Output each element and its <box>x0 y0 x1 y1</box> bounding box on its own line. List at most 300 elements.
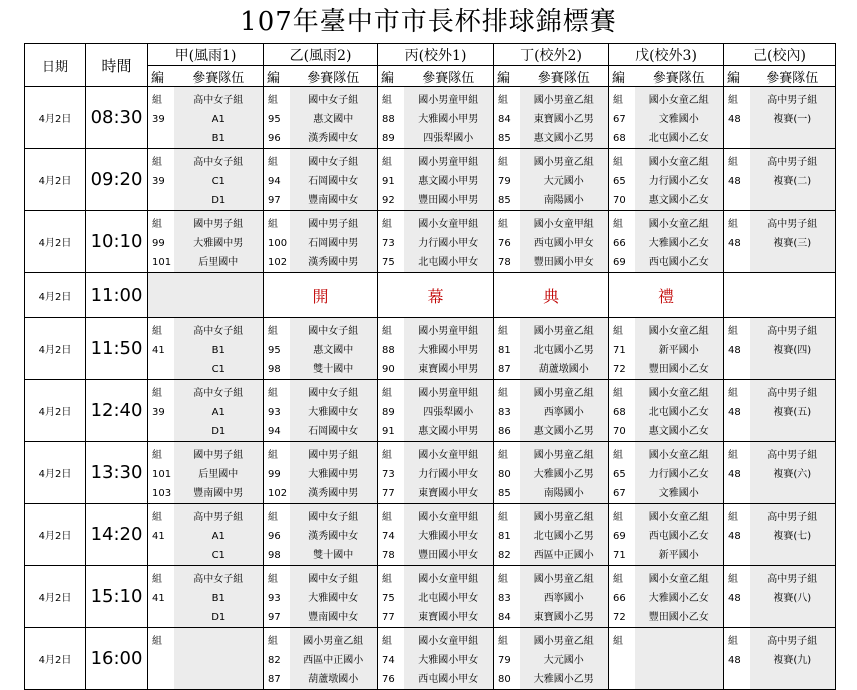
team-cell <box>635 628 724 690</box>
team-cell <box>290 87 378 149</box>
match-code: 組 <box>268 388 278 399</box>
match-code: 組 <box>728 574 738 585</box>
team-cell <box>520 380 609 442</box>
match-code <box>728 546 750 565</box>
match-code-cell <box>264 149 290 211</box>
team-cell <box>404 87 494 149</box>
team-subheader: 參賽隊伍 <box>290 66 378 87</box>
team-name: 豐田國小甲女 <box>533 257 594 268</box>
match-code-cell <box>378 87 404 149</box>
match-code <box>728 608 750 627</box>
team-cell <box>520 566 609 628</box>
team-name: 大雅國小甲男 <box>418 345 479 356</box>
team-name: 東寶國小乙男 <box>533 114 594 125</box>
team-cell <box>290 318 378 380</box>
date-cell: 4月2日 <box>25 566 86 628</box>
match-code: 77 <box>382 612 395 623</box>
match-code: 97 <box>268 195 281 206</box>
match-code <box>728 191 750 210</box>
team-cell <box>404 149 494 211</box>
team-cell <box>520 87 609 149</box>
team-name <box>750 129 836 148</box>
division-name: 國小女童甲組 <box>418 450 479 461</box>
match-code: 組 <box>152 95 162 106</box>
division-name: 高中男子組 <box>767 157 818 168</box>
team-name: 複賽(五) <box>773 407 812 418</box>
match-code: 78 <box>498 257 511 268</box>
team-cell <box>750 318 836 380</box>
team-name: D1 <box>211 612 226 623</box>
match-code-cell <box>148 211 174 273</box>
match-code: 48 <box>728 238 741 249</box>
match-code: 組 <box>268 636 278 647</box>
team-name: 大雅國小甲女 <box>418 655 479 666</box>
team-name: B1 <box>211 345 225 356</box>
division-name <box>635 632 724 651</box>
match-code: 76 <box>382 674 395 685</box>
time-cell: 08:30 <box>86 87 148 149</box>
team-name <box>750 360 836 379</box>
team-name <box>635 670 724 689</box>
match-code: 73 <box>382 469 395 480</box>
match-code: 93 <box>268 407 281 418</box>
match-code: 82 <box>498 550 511 561</box>
code-subheader: 編 <box>724 66 750 87</box>
match-code: 41 <box>152 593 165 604</box>
match-code: 組 <box>152 388 162 399</box>
match-code <box>152 129 174 148</box>
team-cell <box>290 504 378 566</box>
team-name: 大雅國小乙女 <box>648 238 709 249</box>
table-row <box>25 273 836 318</box>
date-cell: 4月2日 <box>25 442 86 504</box>
match-code: 組 <box>268 574 278 585</box>
team-name: 雙十國中 <box>313 364 354 375</box>
team-name: 複賽(八) <box>773 593 812 604</box>
table-row <box>25 504 836 566</box>
team-cell <box>520 318 609 380</box>
division-name: 國小女童乙組 <box>648 574 709 585</box>
match-code-cell <box>378 628 404 690</box>
code-subheader: 編 <box>378 66 404 87</box>
match-code-cell <box>609 211 635 273</box>
match-code: 39 <box>152 176 165 187</box>
team-name: 東寶國小甲女 <box>418 612 479 623</box>
team-name: 惠文國小甲男 <box>418 176 479 187</box>
team-name: 西寧國小 <box>543 407 584 418</box>
team-cell <box>635 442 724 504</box>
match-code: 組 <box>613 219 623 230</box>
date-cell: 4月2日 <box>25 628 86 690</box>
table-row <box>25 380 836 442</box>
match-code: 94 <box>268 426 281 437</box>
match-code: 83 <box>498 407 511 418</box>
table-row <box>25 566 836 628</box>
division-name: 國小男童乙組 <box>533 574 594 585</box>
match-code: 75 <box>382 257 395 268</box>
team-name: 漢秀國中女 <box>308 531 359 542</box>
division-name: 國中女子組 <box>308 388 359 399</box>
division-name: 國中女子組 <box>308 95 359 106</box>
match-code-cell <box>609 380 635 442</box>
ceremony-char: 典 <box>494 273 609 318</box>
team-cell <box>750 504 836 566</box>
team-name: 大雅國小甲女 <box>418 531 479 542</box>
division-name: 國小男童甲組 <box>418 95 479 106</box>
team-cell <box>290 211 378 273</box>
team-name: 西區中正國小 <box>533 550 594 561</box>
team-name: 大雅國中女 <box>308 593 359 604</box>
match-code: 組 <box>613 450 623 461</box>
team-name: 葫蘆墩國小 <box>538 364 589 375</box>
team-cell <box>750 380 836 442</box>
match-code: 組 <box>152 636 162 647</box>
match-code: 68 <box>613 133 626 144</box>
venue-header: 丙(校外1) <box>378 44 494 66</box>
team-name: 四張犁國小 <box>423 133 474 144</box>
match-code: 41 <box>152 345 165 356</box>
venue-header: 戊(校外3) <box>609 44 724 66</box>
match-code: 組 <box>382 450 392 461</box>
team-cell <box>174 380 264 442</box>
match-code-cell <box>609 504 635 566</box>
division-name: 國中男子組 <box>308 450 359 461</box>
match-code: 74 <box>382 531 395 542</box>
team-name: 大雅國小乙女 <box>648 593 709 604</box>
match-code: 組 <box>152 326 162 337</box>
match-code: 組 <box>152 512 162 523</box>
match-code: 組 <box>613 574 623 585</box>
match-code: 74 <box>382 655 395 666</box>
date-cell: 4月2日 <box>25 87 86 149</box>
team-cell <box>520 628 609 690</box>
match-code: 組 <box>728 450 738 461</box>
code-subheader: 編 <box>494 66 520 87</box>
ceremony-char: 開 <box>264 273 378 318</box>
match-code-cell <box>148 504 174 566</box>
match-code-cell <box>148 566 174 628</box>
match-code <box>152 191 174 210</box>
team-cell <box>635 149 724 211</box>
team-cell <box>750 149 836 211</box>
team-cell <box>520 211 609 273</box>
match-code-cell <box>724 211 750 273</box>
team-name: 複賽(六) <box>773 469 812 480</box>
match-code: 組 <box>728 95 738 106</box>
match-code: 89 <box>382 133 395 144</box>
match-code: 90 <box>382 364 395 375</box>
team-name <box>750 546 836 565</box>
match-code: 組 <box>382 326 392 337</box>
team-cell <box>174 442 264 504</box>
match-code: 48 <box>728 407 741 418</box>
match-code <box>728 484 750 503</box>
team-cell <box>635 380 724 442</box>
match-code: 98 <box>268 364 281 375</box>
match-code: 48 <box>728 345 741 356</box>
match-code: 組 <box>382 388 392 399</box>
date-cell: 4月2日 <box>25 273 86 318</box>
match-code-cell <box>264 628 290 690</box>
match-code: 75 <box>382 593 395 604</box>
team-name <box>174 651 264 670</box>
division-name: 高中男子組 <box>767 636 818 647</box>
match-code: 48 <box>728 114 741 125</box>
match-code: 組 <box>382 157 392 168</box>
match-code-cell <box>148 628 174 690</box>
match-code-cell <box>378 380 404 442</box>
division-name: 高中女子組 <box>193 574 244 585</box>
match-code: 組 <box>382 95 392 106</box>
match-code: 48 <box>728 655 741 666</box>
team-name <box>174 670 264 689</box>
match-code-cell <box>148 380 174 442</box>
table-row <box>25 628 836 690</box>
team-name: 複賽(三) <box>773 238 812 249</box>
table-row <box>25 87 836 149</box>
team-name <box>635 651 724 670</box>
division-name: 國小男童乙組 <box>533 450 594 461</box>
division-name: 國中男子組 <box>193 219 244 230</box>
team-name: C1 <box>211 364 225 375</box>
team-cell <box>174 211 264 273</box>
match-code: 41 <box>152 531 165 542</box>
team-name: 北屯國小乙男 <box>533 531 594 542</box>
team-name: 惠文國小乙男 <box>533 426 594 437</box>
match-code-cell <box>494 149 520 211</box>
match-code: 65 <box>613 469 626 480</box>
team-name: 文雅國小 <box>658 488 699 499</box>
division-name: 國小女童乙組 <box>648 388 709 399</box>
match-code-cell <box>148 442 174 504</box>
team-name: A1 <box>211 407 225 418</box>
team-name: 東寶國小甲女 <box>418 488 479 499</box>
team-name: B1 <box>211 593 225 604</box>
team-name <box>750 484 836 503</box>
team-cell <box>520 149 609 211</box>
team-name: 惠文國中 <box>313 345 354 356</box>
match-code-cell <box>494 504 520 566</box>
team-cell <box>750 442 836 504</box>
match-code: 組 <box>613 512 623 523</box>
division-name: 國小女童乙組 <box>648 326 709 337</box>
match-code <box>613 651 635 670</box>
team-subheader: 參賽隊伍 <box>520 66 609 87</box>
team-name: 惠文國小乙女 <box>648 426 709 437</box>
match-code: 組 <box>498 450 508 461</box>
team-name: 南陽國小 <box>543 195 584 206</box>
date-cell: 4月2日 <box>25 149 86 211</box>
division-name: 國中女子組 <box>308 157 359 168</box>
match-code: 81 <box>498 531 511 542</box>
team-cell <box>174 318 264 380</box>
match-code <box>152 422 174 441</box>
division-name: 高中女子組 <box>193 326 244 337</box>
division-name: 高中男子組 <box>767 326 818 337</box>
match-code: 93 <box>268 593 281 604</box>
division-name: 高中女子組 <box>193 95 244 106</box>
match-code: 組 <box>728 388 738 399</box>
match-code: 69 <box>613 257 626 268</box>
team-name: 文雅國小 <box>658 114 699 125</box>
team-cell <box>174 87 264 149</box>
match-code: 76 <box>498 238 511 249</box>
match-code-cell <box>609 318 635 380</box>
team-name: 西屯國小甲女 <box>533 238 594 249</box>
team-cell <box>635 87 724 149</box>
team-name: 大雅國小乙男 <box>533 674 594 685</box>
match-code: 組 <box>152 157 162 168</box>
match-code-cell <box>264 380 290 442</box>
team-cell <box>635 318 724 380</box>
team-cell <box>750 211 836 273</box>
match-code: 102 <box>268 257 288 268</box>
team-name: 西寧國小 <box>543 593 584 604</box>
team-name: 複賽(七) <box>773 531 812 542</box>
team-name: 后里國中 <box>198 469 239 480</box>
team-name: 複賽(四) <box>773 345 812 356</box>
division-name: 高中男子組 <box>767 95 818 106</box>
match-code-cell <box>264 442 290 504</box>
team-cell <box>750 566 836 628</box>
division-name: 國中女子組 <box>308 512 359 523</box>
team-name: 大元國小 <box>543 176 584 187</box>
division-name: 國小男童甲組 <box>418 326 479 337</box>
division-name: 國小女童甲組 <box>418 219 479 230</box>
team-name: A1 <box>211 531 225 542</box>
team-name: 力行國小甲女 <box>418 238 479 249</box>
match-code: 89 <box>382 407 395 418</box>
match-code: 92 <box>382 195 395 206</box>
division-name: 國小女童甲組 <box>418 636 479 647</box>
team-name: 惠文國小甲男 <box>418 426 479 437</box>
match-code: 79 <box>498 176 511 187</box>
match-code: 100 <box>268 238 288 249</box>
division-name: 國小女童乙組 <box>648 157 709 168</box>
match-code: 組 <box>728 157 738 168</box>
division-name: 國中女子組 <box>308 574 359 585</box>
team-name: 複賽(二) <box>773 176 812 187</box>
team-name: 北屯國小甲女 <box>418 257 479 268</box>
match-code-cell <box>609 628 635 690</box>
match-code-cell <box>494 211 520 273</box>
division-name: 高中男子組 <box>767 512 818 523</box>
match-code: 48 <box>728 593 741 604</box>
match-code: 66 <box>613 593 626 604</box>
match-code: 68 <box>613 407 626 418</box>
match-code <box>728 670 750 689</box>
team-name: 大雅國小甲男 <box>418 114 479 125</box>
match-code <box>728 422 750 441</box>
match-code: 82 <box>268 655 281 666</box>
team-cell <box>290 149 378 211</box>
time-cell: 11:50 <box>86 318 148 380</box>
time-cell: 16:00 <box>86 628 148 690</box>
match-code: 組 <box>268 157 278 168</box>
match-code <box>152 651 174 670</box>
team-name: 大雅國中男 <box>193 238 244 249</box>
match-code: 88 <box>382 114 395 125</box>
match-code: 組 <box>382 219 392 230</box>
team-name: 豐田國小甲男 <box>418 195 479 206</box>
team-subheader: 參賽隊伍 <box>750 66 836 87</box>
match-code: 96 <box>268 531 281 542</box>
match-code: 組 <box>498 636 508 647</box>
match-code: 組 <box>382 636 392 647</box>
team-name: 雙十國中 <box>313 550 354 561</box>
match-code: 87 <box>498 364 511 375</box>
division-name: 國小男童乙組 <box>533 512 594 523</box>
time-cell: 10:10 <box>86 211 148 273</box>
code-subheader: 編 <box>264 66 290 87</box>
team-name: 複賽(九) <box>773 655 812 666</box>
match-code: 組 <box>498 388 508 399</box>
match-code-cell <box>724 566 750 628</box>
match-code-cell <box>264 87 290 149</box>
match-code: 組 <box>728 326 738 337</box>
division-name: 國中男子組 <box>308 219 359 230</box>
match-code: 組 <box>382 512 392 523</box>
match-code-cell <box>494 380 520 442</box>
division-name: 國小男童乙組 <box>533 95 594 106</box>
team-name: 大雅國中女 <box>308 407 359 418</box>
team-name: A1 <box>211 114 225 125</box>
team-name: C1 <box>211 176 225 187</box>
match-code: 103 <box>152 488 172 499</box>
team-name: 北屯國小乙男 <box>533 345 594 356</box>
match-code: 組 <box>498 574 508 585</box>
match-code: 85 <box>498 488 511 499</box>
match-code: 48 <box>728 469 741 480</box>
team-name: 豐南國中男 <box>193 488 244 499</box>
division-name: 高中女子組 <box>193 157 244 168</box>
empty-cell <box>148 273 264 318</box>
match-code: 組 <box>268 219 278 230</box>
team-cell <box>174 504 264 566</box>
match-code: 組 <box>728 219 738 230</box>
match-code: 組 <box>613 95 623 106</box>
match-code: 組 <box>498 512 508 523</box>
team-cell <box>174 149 264 211</box>
match-code: 97 <box>268 612 281 623</box>
date-cell: 4月2日 <box>25 318 86 380</box>
venue-header: 己(校內) <box>724 44 836 66</box>
match-code-cell <box>264 566 290 628</box>
match-code-cell <box>724 87 750 149</box>
ceremony-char: 幕 <box>378 273 494 318</box>
time-cell: 13:30 <box>86 442 148 504</box>
match-code <box>728 360 750 379</box>
division-name: 國小男童乙組 <box>533 157 594 168</box>
team-cell <box>404 566 494 628</box>
team-name: 漢秀國中男 <box>308 488 359 499</box>
team-name: 豐田國小乙女 <box>648 364 709 375</box>
division-name <box>174 632 264 651</box>
division-name: 高中男子組 <box>767 574 818 585</box>
match-code: 72 <box>613 612 626 623</box>
team-name: D1 <box>211 426 226 437</box>
match-code: 99 <box>152 238 165 249</box>
team-cell <box>750 87 836 149</box>
team-name: 后里國中 <box>198 257 239 268</box>
team-name <box>750 253 836 272</box>
match-code: 39 <box>152 114 165 125</box>
match-code: 48 <box>728 176 741 187</box>
match-code-cell <box>378 566 404 628</box>
team-name: 北屯國小乙女 <box>648 133 709 144</box>
team-name <box>750 191 836 210</box>
match-code: 組 <box>152 450 162 461</box>
